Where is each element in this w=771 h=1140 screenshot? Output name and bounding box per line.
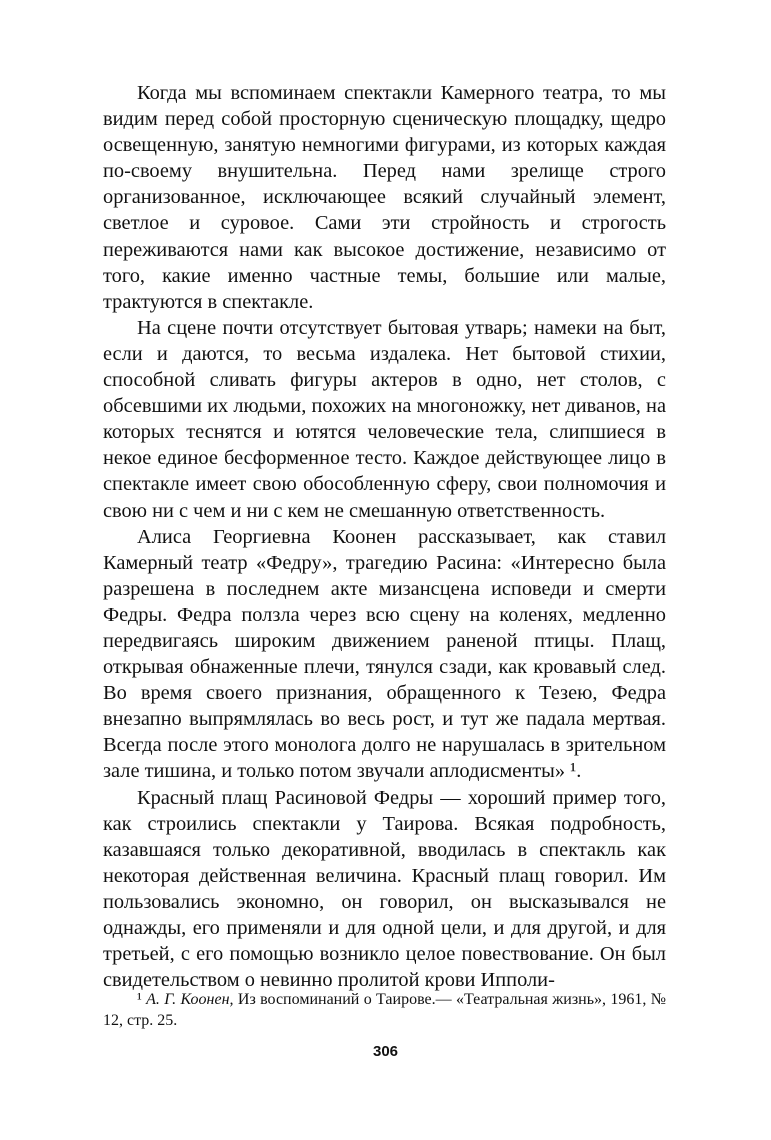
footnote-author: А. Г. Коонен,: [146, 991, 234, 1008]
footnote: [103, 990, 666, 1031]
main-text: [103, 80, 666, 993]
paragraph-2: На сцене почти отсутствует бытовая утварь; намеки на быт, если и даются, то весьма издалека. Нет бытовой стихии, способной сливать фигуры актеров в одно, нет столов, с обсевшими их людьми, похожих на многоножку, нет диванов, на которых теснятся и ютятся человеческие тела, слипшиеся в некое единое бесформенное тесто. Каждое действующее лицо в спектакле имеет свою обособленную сферу, свои полномочия и свою ни с чем и ни с кем не смешанную ответственность.: [103, 316, 666, 522]
footnote-text: Из воспоминаний о Таирове.— «Театральная жизнь», 1961, № 12, стр. 25.: [103, 991, 667, 1029]
footnote-marker: ¹: [137, 991, 142, 1008]
paragraph-1: Когда мы вспоминаем спектакли Камерного театра, то мы видим перед собой просторную сценическую площадку, щедро освещенную, занятую немногими фигурами, из которых каждая по-своему внушительна. Перед нами зрелище строго организованное, исключающее всякий случайный элемент, светлое и суровое. Сами эти стройность и строгость переживаются нами как высокое достижение, независимо от того, какие именно частные темы, большие или малые, трактуются в спектакле.: [103, 82, 666, 313]
paragraph-4: Красный плащ Расиновой Федры — хороший пример того, как строились спектакли у Таирова. Всякая подробность, казавшаяся только декоративной, вводилась в спектакль как некоторая действенная величина. Красный плащ говорил. Им пользовались экономно, он говорил, он высказывался не однажды, его применяли и для одной цели, и для другой, и для третьей, с его помощью возникло целое повествование. Он был свидетельством о невинно пролитой крови Ипполи-: [103, 786, 666, 992]
paragraph-3: Алиса Георгиевна Коонен рассказывает, как ставил Камерный театр «Федру», трагедию Расина: «Интересно была разрешена в последнем акте мизансцена исповеди и смерти Федры. Федра ползла через всю сцену на коленях, медленно передвигаясь широким движением раненой птицы. Плащ, открывая обнаженные плечи, тянулся сзади, как кровавый след. Во время своего признания, обращенного к Тезею, Федра внезапно выпрямлялась во весь рост, и тут же падала мертвая. Всегда после этого монолога долго не нарушалась в зрительном зале тишина, и только потом звучали аплодисменты» ¹.: [103, 525, 666, 783]
page-number: 306: [372, 1043, 399, 1060]
